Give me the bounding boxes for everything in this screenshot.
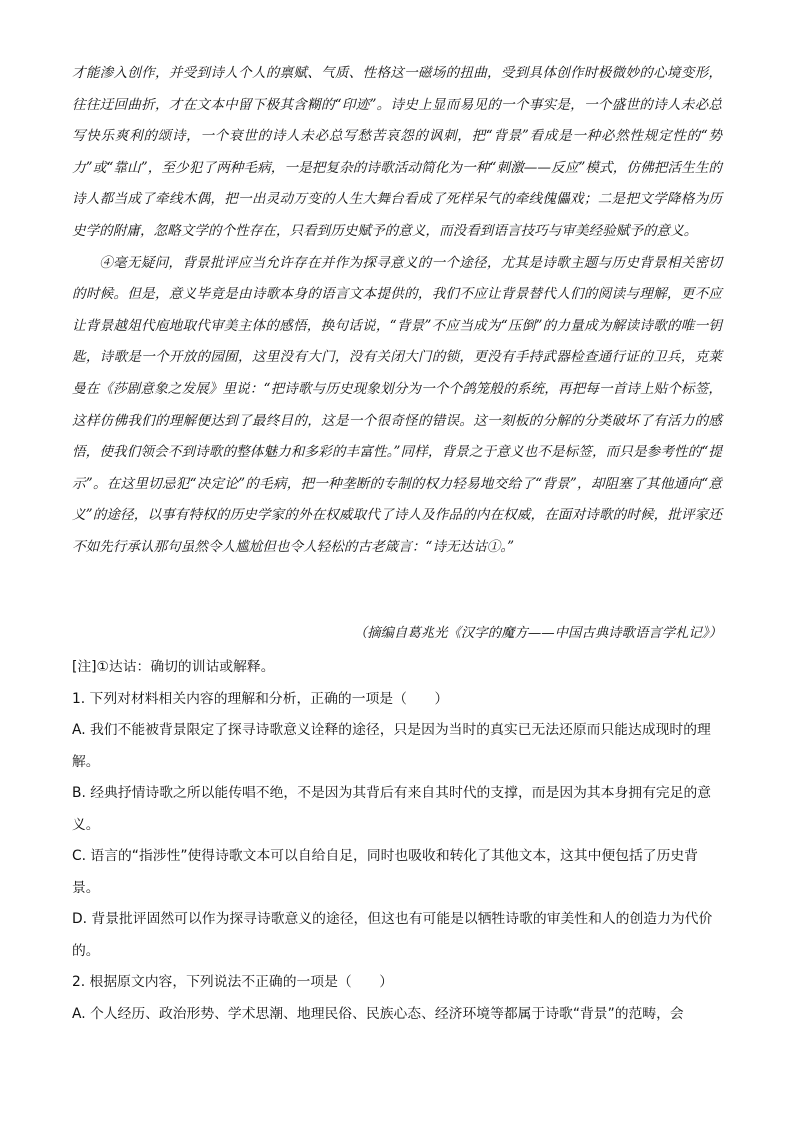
question-1-option-d: D. 背景批评固然可以作为探寻诗歌意义的途径，但这也有可能是以牺牲诗歌的审美性和人的创造力为代价的。 bbox=[72, 911, 713, 959]
reading-passage bbox=[72, 58, 722, 564]
question-1-option-b: B. 经典抒情诗歌之所以能传唱不绝，不是因为其背后有来自其时代的支撑，而是因为其本身拥有完足的意义。 bbox=[72, 785, 712, 833]
paragraph-4: ④毫无疑问，背景批评应当允许存在并作为探寻意义的一个途径，尤其是诗歌主题与历史背景相关密切的时候。但是，意义毕竟是由诗歌本身的语言文本提供的，我们不应让背景替代人们的阅读与理解，更不应让背景越俎代庖地取代审美主体的感悟，换句话说，“背景”不应当成为“压倒”的力量成为解读诗歌的唯一钥匙，诗歌是一个开放的园囿，这里没有大门，没有关闭大门的锁，更没有手持武器检查通行证的卫兵，克莱曼在《莎剧意象之发展》里说：“把诗歌与历史现象划分为一个个鸽笼般的系统，再把每一首诗上贴个标签，这样仿佛我们的理解便达到了最终目的，这是一个很奇怪的错误。这一刻板的分解的分类破坏了有活力的感悟，使我们领会不到诗歌的整体魅力和多彩的丰富性。”同样，背景之于意义也不是标签，而只是参考性的“提示”。在这里切忌犯“决定论”的毛病，把一种垄断的专制的权力轻易地交给了“背景”，却阻塞了其他通向“意义”的途径，以事有特权的历史学家的外在权威取代了诗人及作品的内在权威，在面对诗歌的时候，批评家还不如先行承认那句虽然令人尴尬但也令人轻松的古老箴言：“诗无达诂①。” bbox=[72, 254, 722, 555]
paragraph-3-tail: 才能渗入创作，并受到诗人个人的禀赋、气质、性格这一磁场的扭曲，受到具体创作时极微妙的心境变形，往往迂回曲折，才在文本中留下极其含糊的“印迹”。诗史上显而易见的一个事实是，一个盛世的诗人未必总写快乐爽利的颂诗，一个衰世的诗人未必总写愁苦哀怨的讽刺，把“背景”看成是一种必然性规定性的“势力”或“靠山”，至少犯了两种毛病，一是把复杂的诗歌活动简化为一种“刺激——反应”模式，仿佛把活生生的诗人都当成了牵线木偶，把一出灵动万变的人生大舞台看成了死样呆气的牵线傀儡戏；二是把文学降格为历史学的附庸，忽略文学的个性存在，只看到历史赋予的意义，而没看到语言技巧与审美经验赋予的意义。 bbox=[72, 65, 722, 239]
footnote: [注]①达诂：确切的训诂或解释。 bbox=[72, 659, 275, 675]
question-1-option-a: A. 我们不能被背景限定了探寻诗歌意义诠释的途径，只是因为当时的真实已无法还原而只能达成现时的理解。 bbox=[72, 722, 711, 770]
question-2-option-a: A. 个人经历、政治形势、学术思潮、地理民俗、民族心态、经济环境等都属于诗歌“背景”的范畴，会 bbox=[72, 1005, 684, 1022]
question-2-stem: 2. 根据原文内容，下列说法不正确的一项是（ ） bbox=[72, 974, 394, 990]
question-1-stem: 1. 下列对材料相关内容的理解和分析，正确的一项是（ ） bbox=[72, 690, 449, 707]
question-1-option-c: C. 语言的“指涉性”使得诗歌文本可以自给自足，同时也吸收和转化了其他文本，这其中便包括了历史背景。 bbox=[72, 848, 698, 896]
passage-source: （摘编自葛兆光《汉字的魔方——中国古典诗歌语言学札记》） bbox=[353, 626, 722, 641]
question-section bbox=[72, 652, 722, 1030]
